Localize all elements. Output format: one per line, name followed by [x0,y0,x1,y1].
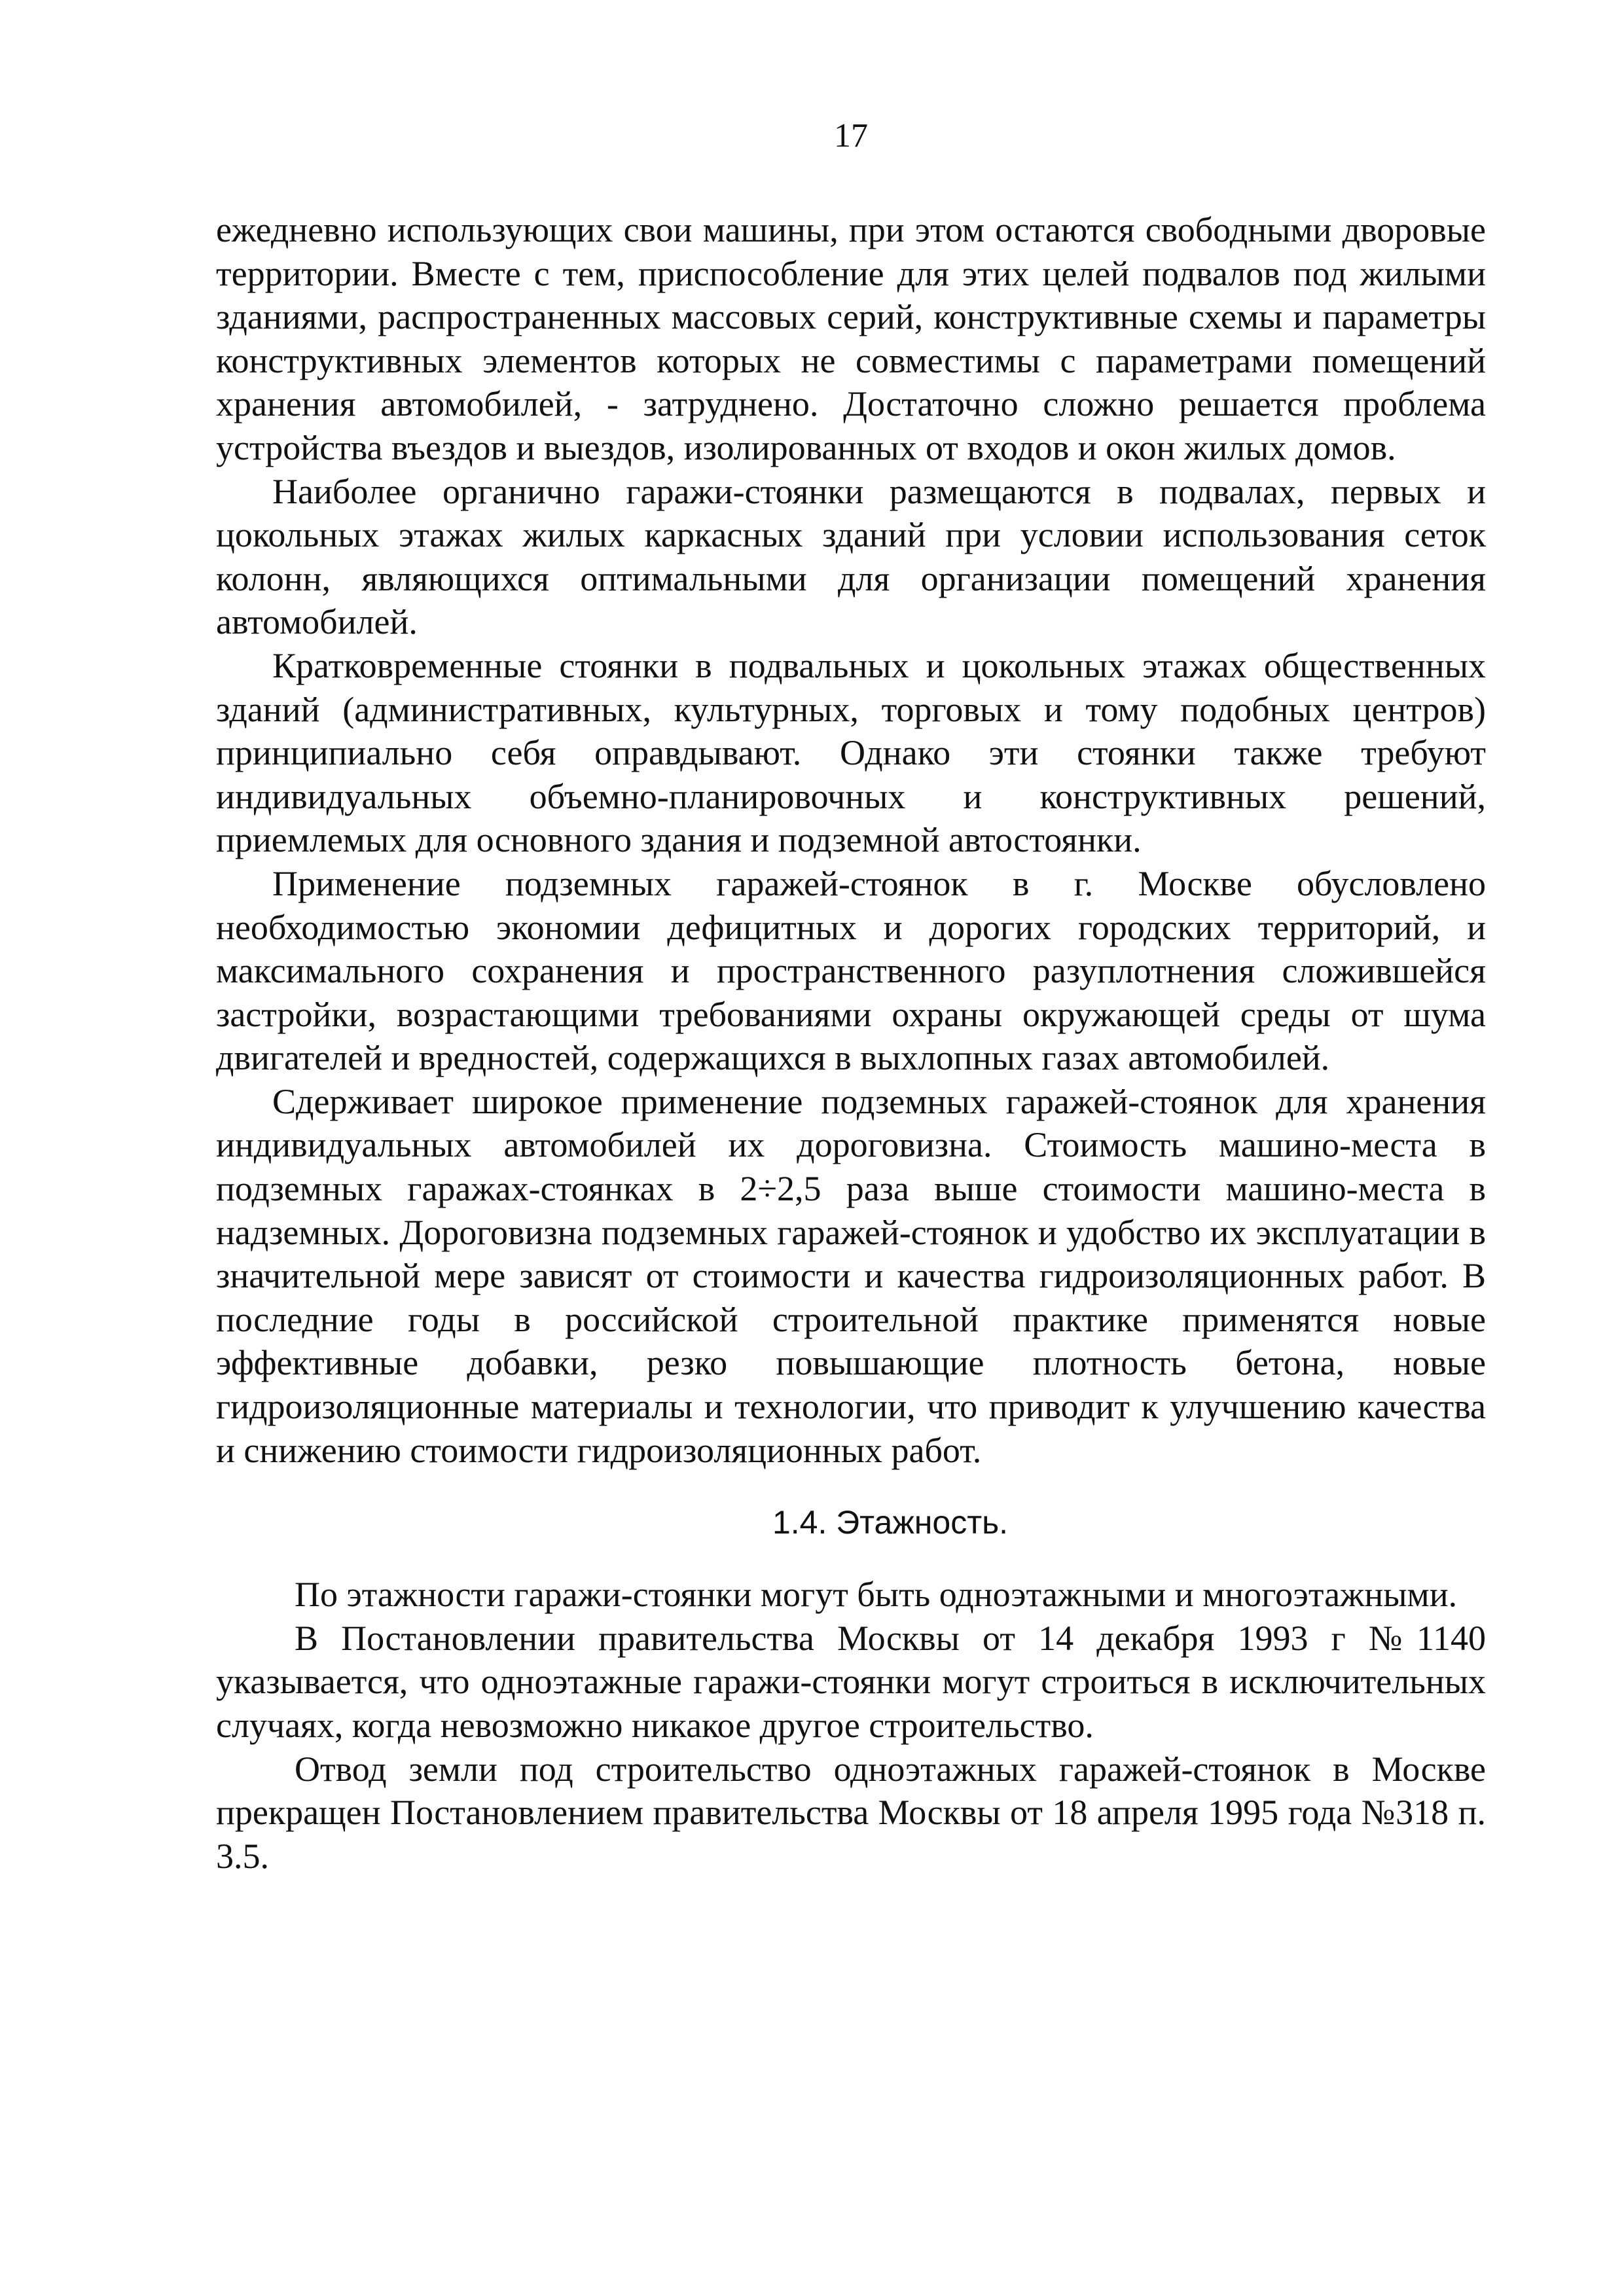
paragraph: В Постановлении правительства Москвы от 14 декабря 1993 г №1140 указывается, что одноэтажные гаражи-стоянки могут строиться в исключительных случаях, когда невозможно никакое другое строительство. [216,1618,1486,1745]
paragraph: Отвод земли под строительство одноэтажных гаражей-стоянок в Москве прекращен Постановлением правительства Москвы от 18 апреля 1995 года №318 п. 3.5. [216,1749,1486,1876]
paragraph: Наиболее органично гаражи-стоянки размещаются в подвалах, первых и цокольных этажах жилых каркасных зданий при условии использования сеток колонн, являющихся оптимальными для организации помещений хранения автомобилей. [216,471,1486,642]
paragraph: Сдерживает широкое применение подземных гаражей-стоянок для хранения индивидуальных автомобилей их дороговизна. Стоимость машино-места в подземных гаражах-стоянках в 2÷2,5 раза выше стоимости машино-места в надземных. Дороговизна подземных гаражей-стоянок и удобство их эксплуатации в значительной мере зависят от стоимости и качества гидроизоляционных работ. В последние годы в российской строительной практике применятся новые эффективные добавки, резко повышающие плотность бетона, новые гидроизоляционные материалы и технологии, что приводит к улучшению качества и снижению стоимости гидроизоляционных работ. [216,1081,1486,1470]
page-number: 17 [834,117,868,154]
paragraph: Применение подземных гаражей-стоянок в г. Москве обусловлено необходимостью экономии дефицитных и дорогих городских территорий, и максимального сохранения и пространственного разуплотнения сложившейся застройки, возрастающими требованиями охраны окружающей среды от шума двигателей и вредностей, содержащихся в выхлопных газах автомобилей. [216,863,1486,1078]
paragraph-continued: ежедневно использующих свои машины, при этом остаются свободными дворовые территории. Вместе с тем, приспособление для этих целей подвалов под жилыми зданиями, распространенных массовых серий, конструктивные схемы и параметры конструктивных элементов которых не совместимы с параметрами помещений хранения автомобилей, - затруднено. Достаточно сложно решается проблема устройства въездов и выездов, изолированных от входов и окон жилых домов. [216,210,1486,467]
document-body [216,208,1486,1878]
section-heading: 1.4. Этажность. [772,1504,1009,1541]
paragraph: Кратковременные стоянки в подвальных и цокольных этажах общественных зданий (административных, культурных, торговых и тому подобных центров) принципиально себя оправдывают. Однако эти стоянки также требуют индивидуальных объемно-планировочных и конструктивных решений, приемлемых для основного здания и подземной автостоянки. [216,645,1486,860]
paragraph: По этажности гаражи-стоянки могут быть одноэтажными и многоэтажными. [295,1575,1458,1615]
